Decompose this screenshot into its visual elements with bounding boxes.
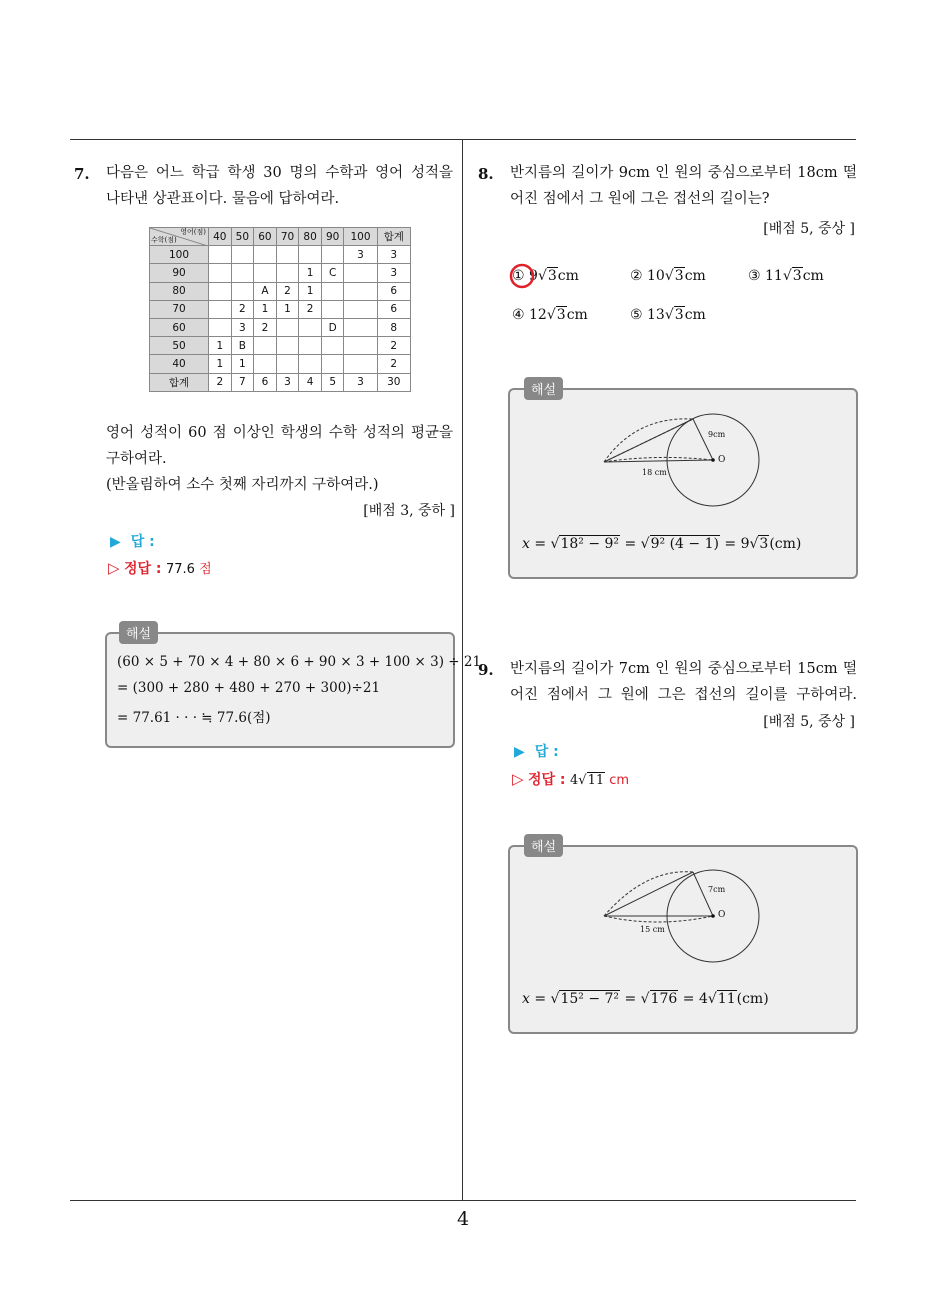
table-cell <box>254 264 277 282</box>
table-header: 60 <box>254 228 277 246</box>
tangent-figure <box>596 400 776 510</box>
figure-distance-label: 15 cm <box>640 925 665 934</box>
table-cell: B <box>231 337 254 355</box>
table-row <box>150 337 411 355</box>
formula-eq-2: = 9 <box>719 536 750 552</box>
question-8-number: 8. <box>478 165 494 183</box>
table-corner <box>150 228 209 246</box>
formula-radicand-1: 18² − 9² <box>560 536 620 552</box>
table-cell <box>344 337 377 355</box>
row-label: 80 <box>150 282 209 300</box>
choice-coef: 12 <box>529 307 547 323</box>
subquestion-line2: 구하여라. <box>106 451 167 467</box>
row-label: 60 <box>150 318 209 336</box>
table-cell: 5 <box>321 373 344 391</box>
table-cell <box>344 264 377 282</box>
table-header: 합계 <box>377 228 410 246</box>
correct-label: 정답 : <box>528 772 566 788</box>
question-9-points: [배점 5, 중상 ] <box>763 714 855 730</box>
table-corner-bottom: 수학(점) <box>151 236 177 245</box>
question-8-line2: 어진 점에서 그 원에 그은 접선의 길이는? <box>510 191 770 207</box>
table-cell: 6 <box>254 373 277 391</box>
outline-triangle-icon: ▷ <box>512 770 524 788</box>
figure-center-label: O <box>718 910 726 920</box>
table-cell: 8 <box>377 318 410 336</box>
table-cell: 3 <box>231 318 254 336</box>
column-divider <box>462 139 463 1201</box>
choice-number: ② <box>630 268 643 284</box>
correct-label: 정답 : <box>124 561 162 577</box>
table-cell <box>209 246 232 264</box>
table-row <box>150 355 411 373</box>
formula-radicand-1: 15² − 7² <box>560 991 620 1007</box>
table-header: 100 <box>344 228 377 246</box>
row-label: 합계 <box>150 373 209 391</box>
question-7-answer <box>110 531 155 551</box>
formula-radicand-3: 3 <box>759 536 769 552</box>
choice-radicand: 3 <box>556 307 566 323</box>
formula-eq-2: = 4 <box>678 991 708 1007</box>
table-cell: 1 <box>209 355 232 373</box>
choice-unit: cm <box>557 268 579 284</box>
choice-radicand: 3 <box>674 307 684 323</box>
choice-5[interactable]: ⑤ 13√3cm <box>630 307 706 323</box>
table-cell <box>231 264 254 282</box>
table-cell: 2 <box>377 355 410 373</box>
choice-unit: cm <box>684 307 706 323</box>
table-cell: 3 <box>377 264 410 282</box>
formula-lhs: x = <box>522 536 551 552</box>
figure-radius-label: 7cm <box>708 885 726 894</box>
tangent-figure <box>596 858 776 968</box>
choice-number: ⑤ <box>630 307 643 323</box>
table-cell <box>299 318 322 336</box>
table-cell: 3 <box>344 373 377 391</box>
choice-1[interactable]: ① 9√3cm <box>512 268 579 284</box>
table-header: 70 <box>276 228 299 246</box>
table-cell: 1 <box>254 300 277 318</box>
choice-number: ① <box>512 268 525 284</box>
subquestion-line1: 영어 성적이 60 점 이상인 학생의 수학 성적의 평균을 <box>106 425 453 441</box>
table-row <box>150 373 411 391</box>
choice-unit: cm <box>684 268 706 284</box>
table-cell <box>276 264 299 282</box>
row-label: 100 <box>150 246 209 264</box>
table-cell <box>254 355 277 373</box>
table-cell <box>299 246 322 264</box>
top-rule <box>70 139 856 140</box>
question-9-text <box>510 656 857 708</box>
table-cell <box>254 337 277 355</box>
choice-unit: cm <box>802 268 824 284</box>
table-row <box>150 246 411 264</box>
formula-lhs: x = <box>522 991 551 1007</box>
table-cell <box>344 318 377 336</box>
formula-radicand-2: 9² (4 − 1) <box>650 536 719 552</box>
row-label: 50 <box>150 337 209 355</box>
table-cell <box>276 337 299 355</box>
table-cell: 1 <box>209 337 232 355</box>
row-label: 70 <box>150 300 209 318</box>
table-cell: 2 <box>209 373 232 391</box>
correct-radicand: 11 <box>587 773 605 788</box>
answer-label: 답 : <box>534 744 559 760</box>
choice-number: ④ <box>512 307 525 323</box>
table-cell <box>344 282 377 300</box>
table-cell <box>299 355 322 373</box>
question-7-number: 7. <box>74 165 90 183</box>
table-cell: 1 <box>231 355 254 373</box>
table-cell: 7 <box>231 373 254 391</box>
row-label: 90 <box>150 264 209 282</box>
table-cell: 3 <box>276 373 299 391</box>
outline-triangle-icon: ▷ <box>108 559 120 577</box>
table-cell <box>321 300 344 318</box>
choice-unit: cm <box>566 307 588 323</box>
question-7-points: [배점 3, 중하 ] <box>363 503 455 519</box>
table-cell <box>321 282 344 300</box>
play-icon: ▶ <box>514 744 525 760</box>
table-row <box>150 282 411 300</box>
table-cell <box>299 337 322 355</box>
correct-coef: 4 <box>569 773 579 788</box>
table-cell: 2 <box>299 300 322 318</box>
choice-coef: 10 <box>647 268 665 284</box>
table-corner-top: 영어(점) <box>180 228 206 236</box>
table-cell <box>321 337 344 355</box>
choice-coef: 9 <box>529 268 538 284</box>
question-9-line1: 반지름의 길이가 7cm 인 원의 중심으로부터 15cm 떨 <box>510 661 857 677</box>
table-cell <box>231 282 254 300</box>
table-header: 80 <box>299 228 322 246</box>
formula-eq-1: = <box>620 536 641 552</box>
choice-radicand: 3 <box>547 268 557 284</box>
table-row <box>150 264 411 282</box>
question-7-line2: 나타낸 상관표이다. 물음에 답하여라. <box>106 191 340 207</box>
explanation-tag: 해설 <box>119 621 158 644</box>
table-cell <box>276 246 299 264</box>
table-cell: 30 <box>377 373 410 391</box>
choice-number: ③ <box>748 268 761 284</box>
table-cell: 2 <box>276 282 299 300</box>
explanation-line2: = (300 + 280 + 480 + 270 + 300)÷21 <box>117 680 381 696</box>
question-7-text <box>106 160 453 212</box>
selected-choice-circle <box>508 262 538 292</box>
formula-tail: (cm) <box>769 536 802 552</box>
table-body <box>150 246 411 392</box>
table-header: 50 <box>231 228 254 246</box>
choice-2[interactable]: ② 10√3cm <box>630 268 706 284</box>
correct-unit: cm <box>605 773 630 788</box>
table-cell: 1 <box>299 282 322 300</box>
choice-radicand: 3 <box>792 268 802 284</box>
table-cell <box>344 355 377 373</box>
question-8-text <box>510 160 857 212</box>
choice-coef: 11 <box>765 268 783 284</box>
choice-coef: 13 <box>647 307 665 323</box>
table-header: 40 <box>209 228 232 246</box>
table-row <box>150 300 411 318</box>
question-9-number: 9. <box>478 661 494 679</box>
choice-3[interactable]: ③ 11√3cm <box>748 268 824 284</box>
table-cell: 2 <box>254 318 277 336</box>
explanation-formula: x = √18² − 9² = √9² (4 − 1) = 9√3(cm) <box>522 536 802 552</box>
formula-tail: (cm) <box>736 991 769 1007</box>
table-cell: 2 <box>231 300 254 318</box>
table-cell <box>209 318 232 336</box>
page-number: 4 <box>456 1208 470 1230</box>
table-cell: 3 <box>344 246 377 264</box>
question-9-line2: 어진 점에서 그 원에 그은 접선의 길이를 구하여라. <box>510 687 857 703</box>
table-cell <box>209 282 232 300</box>
formula-radicand-3: 11 <box>717 991 736 1007</box>
table-cell: A <box>254 282 277 300</box>
formula-radicand-2: 176 <box>650 991 678 1007</box>
explanation-formula: x = √15² − 7² = √176 = 4√11(cm) <box>522 991 769 1007</box>
correlation-table <box>149 227 411 392</box>
table-cell: 1 <box>276 300 299 318</box>
explanation-line3: = 77.61 · · · ≒ 77.6(점) <box>117 710 271 726</box>
table-cell: 3 <box>377 246 410 264</box>
choice-4[interactable]: ④ 12√3cm <box>512 307 588 323</box>
table-cell <box>209 300 232 318</box>
question-8-points: [배점 5, 중상 ] <box>763 221 855 237</box>
table-cell: 6 <box>377 282 410 300</box>
table-cell <box>321 355 344 373</box>
formula-eq-1: = <box>620 991 641 1007</box>
table-cell <box>209 264 232 282</box>
table-cell: C <box>321 264 344 282</box>
table-cell <box>344 300 377 318</box>
table-cell <box>276 355 299 373</box>
correct-value: 4√11 <box>569 773 605 788</box>
question-7-subquestion <box>106 420 453 498</box>
subquestion-line3: (반올림하여 소수 첫째 자리까지 구하여라.) <box>106 477 379 493</box>
question-7-line1: 다음은 어느 학급 학생 30 명의 수학과 영어 성적을 <box>106 165 453 181</box>
bottom-rule <box>70 1200 856 1201</box>
table-cell <box>276 318 299 336</box>
row-label: 40 <box>150 355 209 373</box>
figure-center-label: O <box>718 455 726 465</box>
explanation-line1: (60 × 5 + 70 × 4 + 80 × 6 + 90 × 3 + 100 × 3) ÷ 21 <box>117 654 482 670</box>
table-cell <box>254 246 277 264</box>
table-row <box>150 318 411 336</box>
play-icon: ▶ <box>110 534 121 550</box>
choice-radicand: 3 <box>674 268 684 284</box>
figure-distance-label: 18 cm <box>642 468 667 477</box>
table-cell: 6 <box>377 300 410 318</box>
question-9-correct <box>512 769 629 789</box>
table-cell: 2 <box>377 337 410 355</box>
table-cell: D <box>321 318 344 336</box>
explanation-tag: 해설 <box>524 377 563 400</box>
question-8-line1: 반지름의 길이가 9cm 인 원의 중심으로부터 18cm 떨 <box>510 165 857 181</box>
explanation-tag: 해설 <box>524 834 563 857</box>
table-cell <box>321 246 344 264</box>
question-7-correct <box>108 558 212 578</box>
answer-label: 답 : <box>130 534 155 550</box>
question-9-answer <box>514 741 559 761</box>
table-header: 90 <box>321 228 344 246</box>
correct-value: 77.6 점 <box>165 562 212 577</box>
figure-radius-label: 9cm <box>708 430 726 439</box>
table-cell: 1 <box>299 264 322 282</box>
table-cell <box>231 246 254 264</box>
table-cell: 4 <box>299 373 322 391</box>
